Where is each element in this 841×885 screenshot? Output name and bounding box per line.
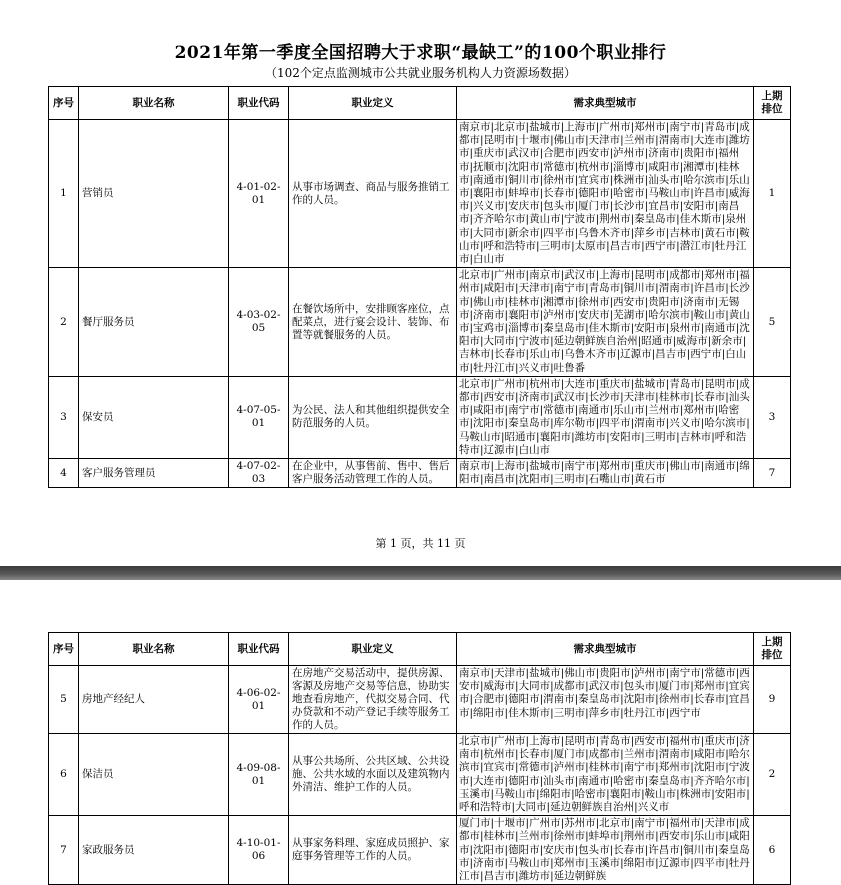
ranking-table-page-2: [48, 632, 791, 885]
table-row: [49, 376, 791, 458]
header-name: 职业名称: [79, 633, 229, 666]
demand-cities-cell: [457, 268, 754, 377]
document-subtitle: （102个定点监测城市公共就业服务机构人力资源场数据）: [265, 66, 576, 80]
rank-cell: [49, 459, 79, 488]
demand-cities-cell: [457, 376, 754, 458]
previous-rank-cell: [754, 816, 791, 885]
demand-cities-cell: [457, 816, 754, 885]
rank-cell-text: 6: [60, 768, 67, 781]
header-cities: 需求典型城市: [457, 87, 754, 120]
occupation-code-cell: [229, 120, 289, 268]
occupation-code-cell: [229, 734, 289, 816]
rank-cell-text: 4: [60, 466, 67, 479]
header-prev-rank: 上期排位: [754, 87, 791, 120]
header-code: 职业代码: [229, 87, 289, 120]
header-rank: 序号: [49, 87, 79, 120]
occupation-name-cell: [79, 666, 229, 734]
table-header-row: [49, 633, 791, 666]
rank-cell: [49, 268, 79, 377]
occupation-definition-cell-text: 为公民、法人和其他组织提供安全防范服务的人员。: [292, 404, 450, 430]
occupation-definition-cell: [289, 268, 457, 377]
occupation-name-cell-text: 房地产经纪人: [82, 693, 145, 705]
rank-cell-text: 2: [60, 315, 67, 328]
rank-cell-text: 5: [60, 693, 67, 705]
rank-cell: [49, 666, 79, 734]
table-row: [49, 459, 791, 488]
occupation-definition-cell: [289, 816, 457, 885]
rank-cell-text: 3: [60, 410, 67, 423]
demand-cities-cell-text: 南京市|天津市|盐城市|佛山市|贵阳市|泸州市|南宁市|常德市|西安市|威海市|大同市|成都市|武汉市|包头市|厦门市|郑州市|宜宾市|合肥市|德阳市|渭南市|秦皇岛市|沈阳市|徐州市|长春市|宜昌市|绵阳市|佳木斯市|三明市|萍乡市|牡丹江市|西宁市: [459, 667, 750, 719]
occupation-name-cell-text: 家政服务员: [82, 843, 135, 856]
occupation-code-cell-text: 4-07-05-01: [236, 404, 281, 430]
occupation-name-cell: [79, 734, 229, 816]
occupation-name-cell-text: 餐厅服务员: [82, 315, 135, 328]
occupation-name-cell: [79, 816, 229, 885]
previous-rank-cell-text: 1: [768, 187, 776, 200]
previous-rank-cell-text: 7: [768, 466, 776, 479]
occupation-code-cell: [229, 376, 289, 458]
previous-rank-cell: [754, 666, 791, 734]
occupation-name-cell: [79, 120, 229, 268]
table-row: [49, 666, 791, 734]
header-cities: 需求典型城市: [457, 633, 754, 666]
demand-cities-cell: [457, 120, 754, 268]
occupation-code-cell: [229, 666, 289, 734]
occupation-name-cell-text: 客户服务管理员: [82, 466, 156, 479]
table-header-row: [49, 87, 791, 120]
table-row: [49, 816, 791, 885]
occupation-code-cell-text: 4-10-01-06: [236, 837, 281, 863]
rank-cell-text: 7: [60, 843, 67, 856]
occupation-definition-cell-text: 在餐饮场所中，安排顾客座位，点配菜点，进行宴会设计、装饰、布置等就餐服务的人员。: [292, 302, 450, 341]
occupation-definition-cell: [289, 459, 457, 488]
document-title: 2021年第一季度全国招聘大于求职“最缺工”的100个职业排行: [174, 43, 667, 63]
occupation-name-cell: [79, 376, 229, 458]
page-separator: [0, 566, 841, 580]
occupation-name-cell-text: 保洁员: [82, 768, 114, 781]
previous-rank-cell: [754, 268, 791, 377]
document-page-2: [0, 580, 841, 881]
demand-cities-cell-text: 北京市|广州市|南京市|武汉市|上海市|昆明市|成都市|郑州市|福州市|咸阳市|天津市|南宁市|青岛市|铜川市|渭南市|许昌市|长沙市|佛山市|桂林市|湘潭市|徐州市|西安市|贵阳市|济南市|无锡市|济南市|襄阳市|泸州市|安庆市|芜湖市|哈尔滨市|鞍山市|黄山市|宝鸡市|淄博市|秦皇岛市|佳木斯市|安阳市|泉州市|南通市|沈阳市|大同市|宁波市|延边朝鲜族自治州|昭通市|威海市|新余市|吉林市|长春市|乐山市|乌鲁木齐市|辽源市|昌吉市|西宁市|白山市|牡丹江市|兴义市|吐鲁番: [459, 269, 750, 374]
occupation-code-cell: [229, 459, 289, 488]
occupation-definition-cell: [289, 120, 457, 268]
occupation-definition-cell-text: 从事市场调查、商品与服务推销工作的人员。: [292, 180, 450, 206]
header-name: 职业名称: [79, 87, 229, 120]
table-row: [49, 268, 791, 377]
occupation-code-cell: [229, 268, 289, 377]
occupation-definition-cell-text: 从事公共场所、公共区域、公共设施、公共水域的水面以及建筑物内外清洁、维护工作的人员。: [292, 755, 450, 794]
occupation-code-cell: [229, 816, 289, 885]
table-row: [49, 120, 791, 268]
header-prev-rank: 上期排位: [754, 633, 791, 666]
previous-rank-cell-text: 2: [768, 768, 776, 781]
occupation-definition-cell: [289, 734, 457, 816]
rank-cell: [49, 734, 79, 816]
previous-rank-cell-text: 6: [768, 843, 776, 856]
rank-cell: [49, 816, 79, 885]
occupation-code-cell-text: 4-09-08-01: [236, 761, 281, 787]
previous-rank-cell: [754, 120, 791, 268]
occupation-name-cell: [79, 268, 229, 377]
previous-rank-cell: [754, 734, 791, 816]
occupation-name-cell-text: 保安员: [82, 410, 114, 423]
occupation-definition-cell-text: 从事家务料理、家庭成员照护、家庭事务管理等工作的人员。: [292, 837, 450, 863]
occupation-code-cell-text: 4-03-02-05: [236, 309, 281, 335]
page-footer: 第 1 页，共 11 页: [375, 537, 466, 550]
occupation-definition-cell: [289, 376, 457, 458]
previous-rank-cell-text: 5: [768, 315, 776, 328]
occupation-name-cell: [79, 459, 229, 488]
header-definition: 职业定义: [289, 633, 457, 666]
header-definition: 职业定义: [289, 87, 457, 120]
occupation-definition-cell: [289, 666, 457, 734]
rank-cell: [49, 120, 79, 268]
header-code: 职业代码: [229, 633, 289, 666]
previous-rank-cell: [754, 459, 791, 488]
table-row: [49, 734, 791, 816]
occupation-code-cell-text: 4-06-02-01: [236, 686, 281, 712]
occupation-code-cell-text: 4-07-02-03: [236, 460, 281, 486]
occupation-name-cell-text: 营销员: [82, 187, 114, 200]
demand-cities-cell: [457, 459, 754, 488]
header-rank: 序号: [49, 633, 79, 666]
demand-cities-cell-text: 南京市|上海市|盐城市|南宁市|郑州市|重庆市|佛山市|南通市|绵阳市|南昌市|沈阳市|三明市|石嘴山市|黄石市: [459, 460, 750, 486]
demand-cities-cell-text: 南京市|北京市|盐城市|上海市|广州市|郑州市|南宁市|青岛市|成都市|昆明市|十堰市|佛山市|天津市|兰州市|渭南市|大连市|潍坊市|重庆市|武汉市|合肥市|西安市|泸州市|济南市|贵阳市|福州市|抚顺市|沈阳市|常德市|杭州市|淄博市|咸阳市|湘潭市|桂林市|南通市|铜川市|徐州市|宜宾市|株洲市|汕头市|哈尔滨市|乐山市|襄阳市|蚌埠市|长春市|德阳市|哈密市|马鞍山市|许昌市|威海市|兴义市|安庆市|包头市|厦门市|长沙市|宜昌市|安阳市|南昌市|齐齐哈尔市|黄山市|宁波市|荆州市|秦皇岛市|佳木斯市|泉州市|大同市|新余市|四平市|乌鲁木齐市|萍乡市|吉林市|黄石市|鞍山市|呼和浩特市|三明市|太原市|昌吉市|西宁市|潜江市|牡丹江市|白山市: [459, 121, 750, 266]
occupation-definition-cell-text: 在企业中，从事售前、售中、售后客户服务活动管理工作的人员。: [292, 460, 450, 486]
previous-rank-cell: [754, 376, 791, 458]
demand-cities-cell-text: 厦门市|十堰市|广州市|苏州市|北京市|南宁市|福州市|天津市|成都市|桂林市|兰州市|徐州市|蚌埠市|荆州市|西安市|乐山市|咸阳市|沈阳市|德阳市|安庆市|包头市|长春市|许昌市|铜川市|秦皇岛市|济南市|马鞍山市|郑州市|玉溪市|绵阳市|辽源市|四平市|牡丹江市|昌吉市|潍坊市|延边朝鲜族: [459, 817, 750, 883]
demand-cities-cell-text: 北京市|广州市|杭州市|大连市|重庆市|盐城市|青岛市|昆明市|成都市|西安市|济南市|武汉市|长沙市|天津市|桂林市|长春市|汕头市|咸阳市|南宁市|常德市|南通市|乐山市|兰州市|郑州市|哈密市|沈阳市|秦皇岛市|库尔勒市|四平市|渭南市|兴义市|哈尔滨市|马鞍山市|昭通市|襄阳市|潍坊市|安阳市|三明市|吉林市|呼和浩特市|辽源市|白山市: [459, 377, 750, 456]
occupation-code-cell-text: 4-01-02-01: [236, 180, 281, 206]
demand-cities-cell: [457, 734, 754, 816]
occupation-definition-cell-text: 在房地产交易活动中，提供房源、客源及房地产交易等信息，协助实地查看房地产，代拟交易合同、代办贷款和不动产登记手续等服务工作的人员。: [292, 667, 450, 731]
demand-cities-cell-text: 北京市|广州市|上海市|昆明市|青岛市|西安市|福州市|重庆市|济南市|杭州市|长春市|厦门市|成都市|兰州市|渭南市|咸阳市|哈尔滨市|宜宾市|常德市|泸州市|桂林市|南宁市|郑州市|沈阳市|宁波市|大连市|德阳市|汕头市|南通市|哈密市|秦皇岛市|齐齐哈尔市|玉溪市|马鞍山市|绵阳市|哈密市|襄阳市|鞍山市|株洲市|安阳市|呼和浩特市|大同市|延边朝鲜族自治州|兴义市: [459, 735, 750, 814]
rank-cell-text: 1: [60, 187, 67, 200]
previous-rank-cell-text: 3: [768, 410, 776, 423]
rank-cell: [49, 376, 79, 458]
previous-rank-cell-text: 9: [768, 693, 776, 705]
ranking-table-page-1: [48, 86, 791, 488]
demand-cities-cell: [457, 666, 754, 734]
